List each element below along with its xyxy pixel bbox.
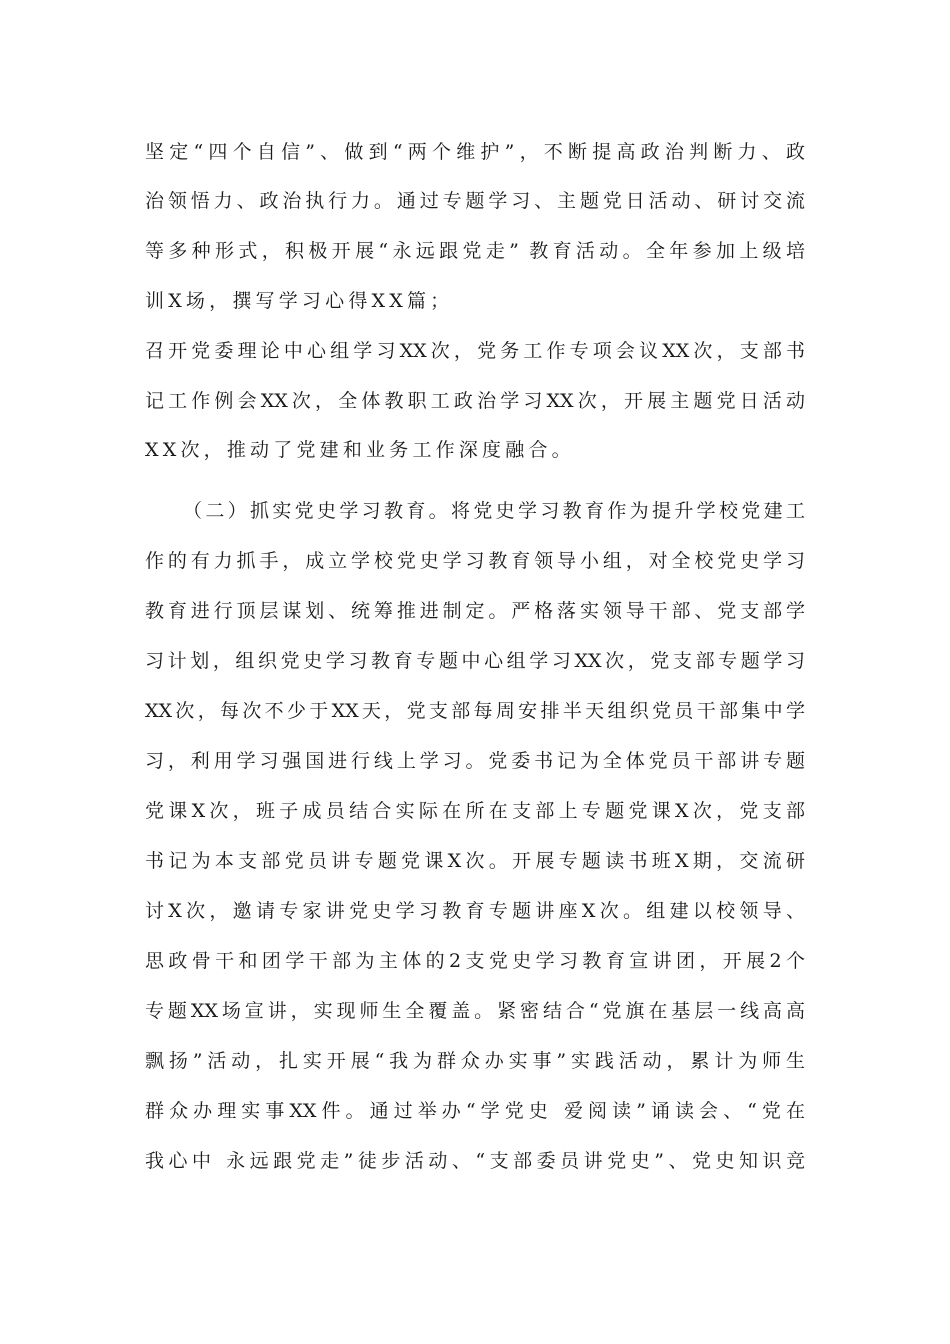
para2-line-1: 召开党委理论中心组学习XX次，党务工作专项会议XX次，支部书: [145, 340, 805, 362]
para1-line-4: 训X场，撰写学习心得XX篇；: [145, 290, 454, 312]
para1-line-3: 等多种形式，积极开展“永远跟党走” 教育活动。全年参加上级培: [145, 240, 805, 262]
para3-line-8: 书记为本支部党员讲专题党课X次。开展专题读书班X期，交流研: [145, 850, 805, 872]
para3-line-3: 教育进行顶层谋划、统筹推进制定。严格落实领导干部、党支部学: [145, 600, 805, 622]
para1-line-2: 治领悟力、政治执行力。通过专题学习、主题党日活动、研讨交流: [145, 190, 805, 212]
para3-line-5: XX次，每次不少于XX天，党支部每周安排半天组织党员干部集中学: [145, 700, 805, 722]
para2-line-2: 记工作例会XX次，全体教职工政治学习XX次，开展主题党日活动: [145, 390, 805, 412]
para3-line-11: 专题XX场宣讲，实现师生全覆盖。紧密结合“党旗在基层一线高高: [145, 1000, 805, 1022]
para1-line-1: 坚定“四个自信”、做到“两个维护”，不断提高政治判断力、政: [145, 141, 805, 163]
para3-line-14: 我心中 永远跟党走”徒步活动、“支部委员讲党史”、党史知识竞: [145, 1150, 805, 1172]
para3-line-2: 作的有力抓手，成立学校党史学习教育领导小组，对全校党史学习: [145, 550, 805, 572]
para3-line-13: 群众办理实事XX件。通过举办“学党史 爱阅读”诵读会、“党在: [145, 1100, 805, 1122]
para3-line-9: 讨X次，邀请专家讲党史学习教育专题讲座X次。组建以校领导、: [145, 900, 805, 922]
para3-line-6: 习，利用学习强国进行线上学习。党委书记为全体党员干部讲专题: [145, 750, 805, 772]
para3-line-7: 党课X次，班子成员结合实际在所在支部上专题党课X次，党支部: [145, 800, 805, 822]
para3-line-1: （二）抓实党史学习教育。将党史学习教育作为提升学校党建工: [183, 500, 805, 522]
para3-line-12: 飘扬”活动，扎实开展“我为群众办实事”实践活动，累计为师生: [145, 1050, 805, 1072]
para2-line-3: XX次，推动了党建和业务工作深度融合。: [145, 439, 575, 461]
para3-line-4: 习计划，组织党史学习教育专题中心组学习XX次，党支部专题学习: [145, 650, 805, 672]
para3-line-10: 思政骨干和团学干部为主体的2支党史学习教育宣讲团，开展2个: [145, 950, 805, 972]
